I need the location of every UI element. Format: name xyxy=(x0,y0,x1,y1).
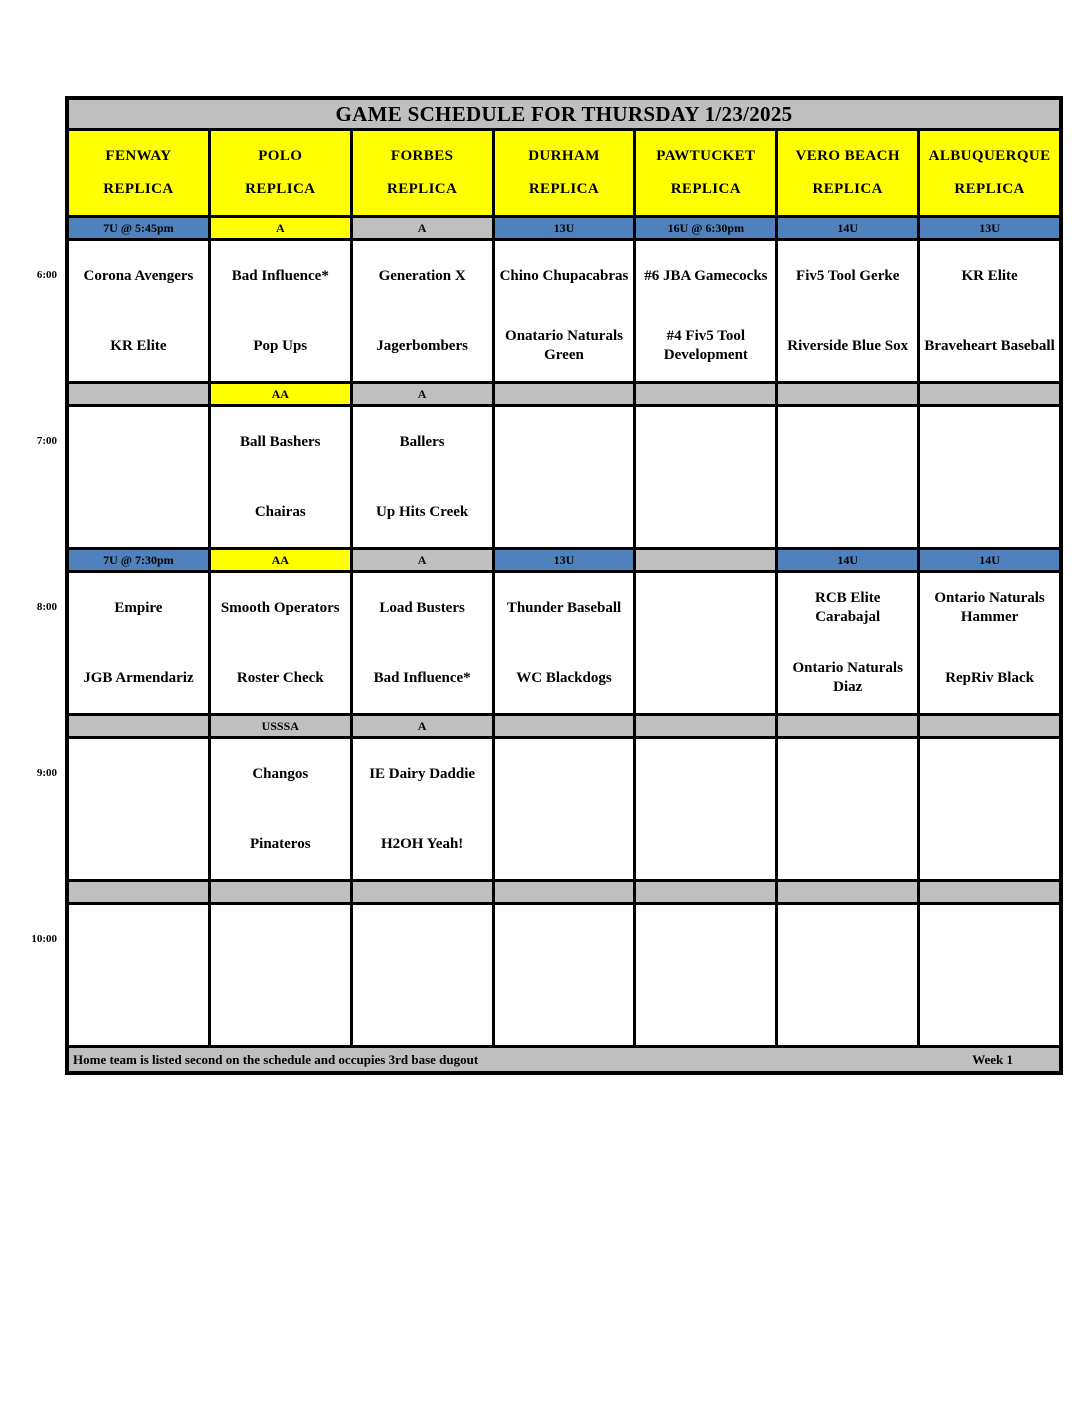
away-team: KR Elite xyxy=(961,267,1018,284)
game-cell-empty xyxy=(920,905,1059,1045)
away-team xyxy=(495,407,634,477)
away-team: Smooth Operators xyxy=(220,599,340,616)
division-band: USSSA xyxy=(211,716,350,736)
game-cell-empty xyxy=(636,905,775,1045)
home-team: WC Blackdogs xyxy=(516,669,612,686)
game-row-700 xyxy=(36,407,1059,547)
game-cell xyxy=(920,573,1059,713)
home-team xyxy=(778,975,917,1045)
venue-type: REPLICA xyxy=(103,181,174,198)
home-team xyxy=(636,477,775,547)
game-row-800 xyxy=(36,573,1059,713)
home-team: Jagerbombers xyxy=(376,337,468,354)
division-band: AA xyxy=(211,384,350,404)
home-team: RepRiv Black xyxy=(945,669,1034,686)
venue-name: VERO BEACH xyxy=(795,147,900,164)
division-band-empty xyxy=(495,882,634,902)
venue-name: POLO xyxy=(258,147,303,164)
division-band-empty xyxy=(778,384,917,404)
game-cell-empty xyxy=(778,905,917,1045)
home-team xyxy=(636,975,775,1045)
division-band: A xyxy=(353,550,492,570)
game-cell-empty xyxy=(636,573,775,713)
home-team: Pop Ups xyxy=(253,337,308,354)
home-team xyxy=(778,809,917,879)
division-band: AA xyxy=(211,550,350,570)
game-cell-empty xyxy=(778,739,917,879)
away-team: Ball Bashers xyxy=(240,433,321,450)
home-team: Roster Check xyxy=(236,669,324,686)
division-band-empty xyxy=(495,384,634,404)
venue-name: FENWAY xyxy=(105,147,172,164)
division-band-row-700 xyxy=(69,384,1059,404)
home-team: H2OH Yeah! xyxy=(380,835,464,852)
game-cell xyxy=(353,241,492,381)
home-team xyxy=(69,975,208,1045)
schedule-table xyxy=(31,96,1063,1075)
away-team xyxy=(636,739,775,809)
venue-type: REPLICA xyxy=(954,181,1025,198)
away-team xyxy=(495,905,634,975)
away-team xyxy=(353,905,492,975)
venue-header-pawtucket xyxy=(636,131,775,215)
footer-note: Home team is listed second on the schedule and occupies 3rd base dugout xyxy=(73,1051,479,1067)
away-team: Chino Chupacabras xyxy=(499,267,629,284)
game-cell-empty xyxy=(920,739,1059,879)
away-team: Ballers xyxy=(399,433,445,450)
home-team: KR Elite xyxy=(110,337,167,354)
division-band-empty xyxy=(69,384,208,404)
division-band: 14U xyxy=(920,550,1059,570)
away-team xyxy=(636,407,775,477)
home-team xyxy=(211,975,350,1045)
home-team xyxy=(636,809,775,879)
footer-row xyxy=(69,1048,1059,1071)
home-team xyxy=(69,809,208,879)
home-team xyxy=(920,809,1059,879)
division-band: 13U xyxy=(495,218,634,238)
time-label: 10:00 xyxy=(31,933,57,945)
division-band-empty xyxy=(353,882,492,902)
division-band: 13U xyxy=(920,218,1059,238)
home-team: Onatario Naturals Green xyxy=(505,328,623,363)
game-cell xyxy=(211,573,350,713)
game-cell-empty xyxy=(69,739,208,879)
game-cell-empty xyxy=(495,905,634,1045)
venue-header-albuquerque xyxy=(920,131,1059,215)
venue-header-vero-beach xyxy=(778,131,917,215)
away-team xyxy=(778,905,917,975)
away-team: Ontario Naturals Hammer xyxy=(934,590,1045,625)
game-cell xyxy=(211,241,350,381)
game-row-600 xyxy=(36,241,1059,381)
game-cell xyxy=(69,241,208,381)
home-team xyxy=(495,477,634,547)
away-team xyxy=(69,905,208,975)
home-team: JGB Armendariz xyxy=(83,669,194,686)
division-band: A xyxy=(353,716,492,736)
venue-header-polo xyxy=(211,131,350,215)
away-team: #6 JBA Gamecocks xyxy=(644,267,768,284)
home-team xyxy=(353,975,492,1045)
division-band: A xyxy=(353,218,492,238)
footer-week: Week 1 xyxy=(972,1051,1013,1067)
division-band-empty xyxy=(920,716,1059,736)
home-team: Braveheart Baseball xyxy=(924,337,1055,354)
home-team: Bad Influence* xyxy=(373,669,471,686)
home-team xyxy=(495,975,634,1045)
game-cell xyxy=(211,407,350,547)
away-team xyxy=(920,739,1059,809)
division-band-empty xyxy=(69,716,208,736)
venue-header-row xyxy=(69,131,1059,215)
game-cell-empty xyxy=(495,407,634,547)
division-band-row-600 xyxy=(69,218,1059,238)
home-team: Chairas xyxy=(254,503,306,520)
game-cell-empty xyxy=(353,905,492,1045)
game-cell xyxy=(778,241,917,381)
away-team: Generation X xyxy=(378,267,466,284)
away-team xyxy=(69,407,208,477)
division-band-empty xyxy=(636,384,775,404)
division-band: 7U @ 7:30pm xyxy=(69,550,208,570)
division-band-empty xyxy=(495,716,634,736)
division-band: 16U @ 6:30pm xyxy=(636,218,775,238)
division-band-empty xyxy=(69,882,208,902)
away-team: Load Busters xyxy=(379,599,465,616)
away-team xyxy=(920,905,1059,975)
home-team xyxy=(778,477,917,547)
away-team: Changos xyxy=(252,765,309,782)
venue-type: REPLICA xyxy=(528,181,600,198)
venue-name: PAWTUCKET xyxy=(656,147,756,164)
division-band: 13U xyxy=(495,550,634,570)
division-band-empty xyxy=(636,716,775,736)
venue-type: REPLICA xyxy=(670,181,741,198)
game-cell xyxy=(353,573,492,713)
division-band: A xyxy=(211,218,350,238)
venue-header-durham xyxy=(495,131,634,215)
home-team xyxy=(495,809,634,879)
away-team xyxy=(211,905,350,975)
away-team xyxy=(69,739,208,809)
division-band-empty xyxy=(920,384,1059,404)
away-team xyxy=(778,739,917,809)
away-team xyxy=(495,739,634,809)
away-team: Bad Influence* xyxy=(231,267,329,284)
division-band-empty xyxy=(778,882,917,902)
time-label: 9:00 xyxy=(36,767,57,779)
division-band-empty xyxy=(636,882,775,902)
game-cell xyxy=(495,573,634,713)
game-cell xyxy=(211,739,350,879)
game-cell xyxy=(69,573,208,713)
time-label: 8:00 xyxy=(36,601,57,613)
home-team: Up Hits Creek xyxy=(376,503,469,520)
venue-header-fenway xyxy=(69,131,208,215)
division-band: A xyxy=(353,384,492,404)
away-team xyxy=(636,905,775,975)
division-band: 14U xyxy=(778,218,917,238)
away-team xyxy=(920,407,1059,477)
division-band-empty xyxy=(211,882,350,902)
division-band-empty xyxy=(636,550,775,570)
game-row-1000 xyxy=(31,905,1059,1045)
away-team: IE Dairy Daddie xyxy=(369,765,476,782)
venue-name: FORBES xyxy=(390,147,454,164)
home-team xyxy=(920,975,1059,1045)
game-cell xyxy=(353,739,492,879)
away-team: Empire xyxy=(114,599,163,616)
division-band: 7U @ 5:45pm xyxy=(69,218,208,238)
game-cell xyxy=(778,573,917,713)
game-cell xyxy=(353,407,492,547)
away-team xyxy=(636,573,775,643)
division-band: 14U xyxy=(778,550,917,570)
away-team: Corona Avengers xyxy=(83,267,194,284)
home-team xyxy=(69,477,208,547)
home-team: Ontario Naturals Diaz xyxy=(792,660,903,695)
venue-header-forbes xyxy=(353,131,492,215)
home-team: #4 Fiv5 Tool Development xyxy=(663,328,748,363)
game-cell-empty xyxy=(778,407,917,547)
venue-name: DURHAM xyxy=(528,147,600,164)
time-label: 6:00 xyxy=(36,269,57,281)
game-cell-empty xyxy=(636,739,775,879)
venue-type: REPLICA xyxy=(812,181,883,198)
game-cell-empty xyxy=(495,739,634,879)
time-label: 7:00 xyxy=(36,435,57,447)
game-cell-empty xyxy=(636,407,775,547)
away-team xyxy=(778,407,917,477)
game-cell xyxy=(920,241,1059,381)
home-team: Riverside Blue Sox xyxy=(787,337,909,354)
division-band-row-900 xyxy=(69,716,1059,736)
game-cell-empty xyxy=(920,407,1059,547)
game-row-900 xyxy=(36,739,1059,879)
home-team: Pinateros xyxy=(249,835,311,852)
game-cell xyxy=(495,241,634,381)
home-team xyxy=(636,643,775,713)
game-cell-empty xyxy=(69,905,208,1045)
away-team: Thunder Baseball xyxy=(506,599,622,616)
schedule-title: GAME SCHEDULE FOR THURSDAY 1/23/2025 xyxy=(69,100,1059,128)
venue-type: REPLICA xyxy=(386,181,458,198)
game-cell-empty xyxy=(69,407,208,547)
division-band-row-1000 xyxy=(69,882,1059,902)
division-band-empty xyxy=(920,882,1059,902)
game-cell-empty xyxy=(211,905,350,1045)
game-cell xyxy=(636,241,775,381)
away-team: Fiv5 Tool Gerke xyxy=(796,267,900,284)
division-band-empty xyxy=(778,716,917,736)
away-team: RCB Elite Carabajal xyxy=(815,590,881,625)
division-band-row-800 xyxy=(69,550,1059,570)
home-team xyxy=(920,477,1059,547)
venue-name: ALBUQUERQUE xyxy=(928,147,1051,164)
venue-type: REPLICA xyxy=(245,181,316,198)
